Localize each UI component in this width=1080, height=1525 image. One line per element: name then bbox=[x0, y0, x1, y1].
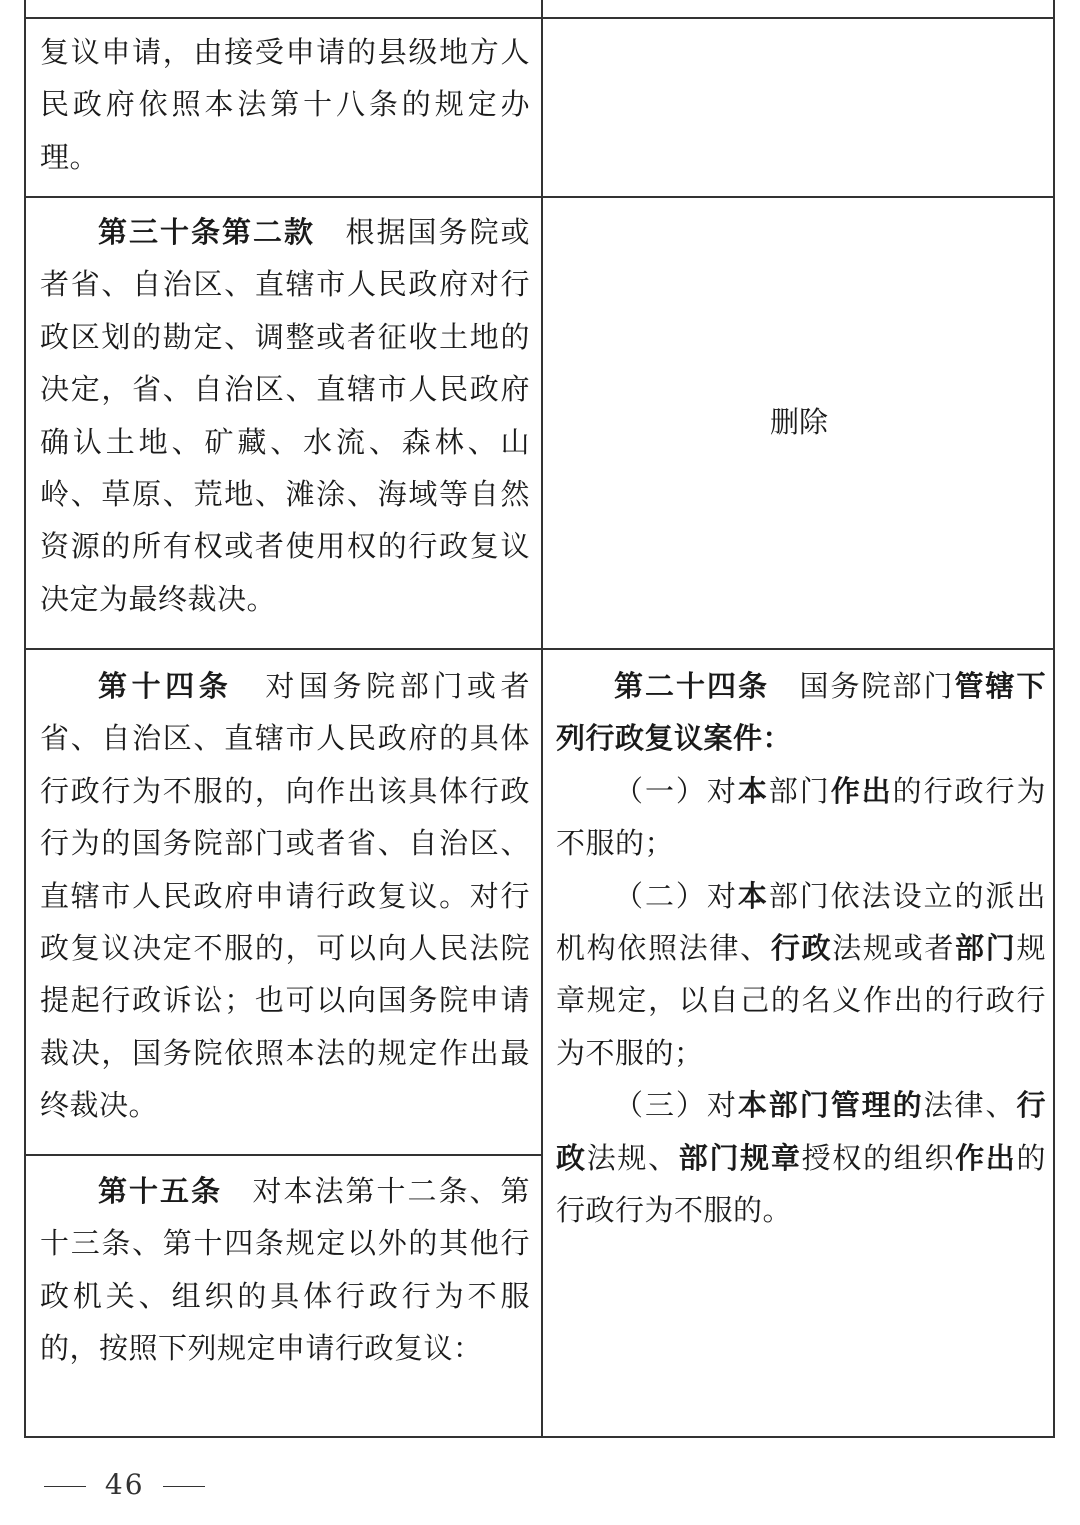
row-divider-left-sub bbox=[26, 1154, 541, 1156]
item1-part-b: 本 bbox=[737, 773, 769, 808]
article-14-paragraph bbox=[40, 660, 530, 1132]
item3-part-f: 部门规章 bbox=[678, 1140, 802, 1175]
article-24-intro bbox=[556, 660, 1046, 765]
article-14-heading: 第十四条 bbox=[98, 669, 233, 703]
item3-part-b: 本部门管理的 bbox=[737, 1088, 924, 1123]
footer-dash-right bbox=[163, 1486, 205, 1488]
item2-part-a: （二）对 bbox=[614, 878, 738, 913]
item3-part-e: 法规、 bbox=[586, 1140, 679, 1175]
item1-part-d: 作出 bbox=[830, 773, 893, 808]
article-24-intro-b: 管辖下列行政复议案件： bbox=[556, 669, 1046, 756]
item3-part-a: （三）对 bbox=[614, 1088, 738, 1123]
row-divider-2 bbox=[26, 648, 1053, 650]
row2-left-paragraph bbox=[40, 206, 530, 625]
item1-part-e: 的行政行为不服的； bbox=[556, 773, 1046, 861]
article-30-text: 根据国务院或者省、自治区、直辖市人民政府对行政区划的勘定、调整或者征收土地的决定，省、自治区、直辖市人民政府确认土地、矿藏、水流、森林、山岭、草原、荒地、滩涂、海域等自然资源的所有权或者使用权的行政复议决定为最终裁决。 bbox=[40, 215, 530, 616]
article-24-heading: 第二十四条 bbox=[614, 669, 769, 703]
item3-part-c: 法律、 bbox=[923, 1088, 1017, 1123]
row-divider-1 bbox=[26, 196, 1053, 198]
article-24-item-3 bbox=[556, 1079, 1046, 1236]
row2-right-cell bbox=[541, 396, 1057, 448]
item3-part-g: 授权的组织 bbox=[801, 1140, 956, 1175]
row2-left-cell bbox=[40, 206, 530, 625]
item2-part-d: 行政 bbox=[770, 931, 833, 966]
page-number: 46 bbox=[104, 1468, 145, 1501]
page-footer bbox=[36, 1468, 213, 1501]
comparison-table bbox=[24, 0, 1055, 1438]
article-15-paragraph bbox=[40, 1165, 530, 1375]
article-24-item-2 bbox=[556, 870, 1046, 1080]
item2-part-f: 部门 bbox=[955, 931, 1017, 966]
item2-part-c: 部门依法设立的派出机构依照法律、 bbox=[556, 878, 1046, 966]
article-30-heading: 第三十条第二款 bbox=[98, 215, 315, 249]
deleted-label: 删除 bbox=[769, 405, 828, 439]
article-14-text: 对国务院部门或者省、自治区、直辖市人民政府的具体行政行为不服的，向作出该具体行政行为的国务院部门或者省、自治区、直辖市人民政府申请行政复议。对行政复议决定不服的，可以向人民法院提起行政诉讼；也可以向国务院申请裁决，国务院依照本法的规定作出最终裁决。 bbox=[40, 669, 530, 1123]
row3-left-sub-cell bbox=[40, 1165, 530, 1375]
row1-left-cell bbox=[40, 26, 530, 183]
item1-part-a: （一）对 bbox=[614, 773, 738, 808]
item2-part-b: 本 bbox=[737, 878, 769, 913]
item3-part-d: 行政 bbox=[556, 1088, 1046, 1175]
item3-part-h: 作出 bbox=[955, 1140, 1017, 1175]
column-divider bbox=[541, 0, 543, 1436]
item2-part-g: 规章规定，以自己的名义作出的行政行为不服的； bbox=[556, 931, 1046, 1070]
item3-part-i: 的行政行为不服的。 bbox=[556, 1140, 1046, 1228]
item1-part-c: 部门 bbox=[768, 773, 831, 808]
article-15-heading: 第十五条 bbox=[98, 1174, 222, 1208]
item2-part-e: 法规或者 bbox=[832, 931, 956, 966]
row1-left-text: 复议申请，由接受申请的县级地方人民政府依照本法第十八条的规定办理。 bbox=[40, 35, 530, 174]
article-15-text: 对本法第十二条、第十三条、第十四条规定以外的其他行政机关、组织的具体行政行为不服的，按照下列规定申请行政复议： bbox=[40, 1174, 530, 1366]
row-divider-top bbox=[26, 17, 1053, 19]
footer-dash-left bbox=[44, 1486, 86, 1488]
row3-left-cell bbox=[40, 660, 530, 1132]
row3-right-cell bbox=[556, 660, 1046, 1236]
article-24-item-1 bbox=[556, 765, 1046, 870]
article-24-intro-a: 国务院部门 bbox=[797, 669, 955, 703]
